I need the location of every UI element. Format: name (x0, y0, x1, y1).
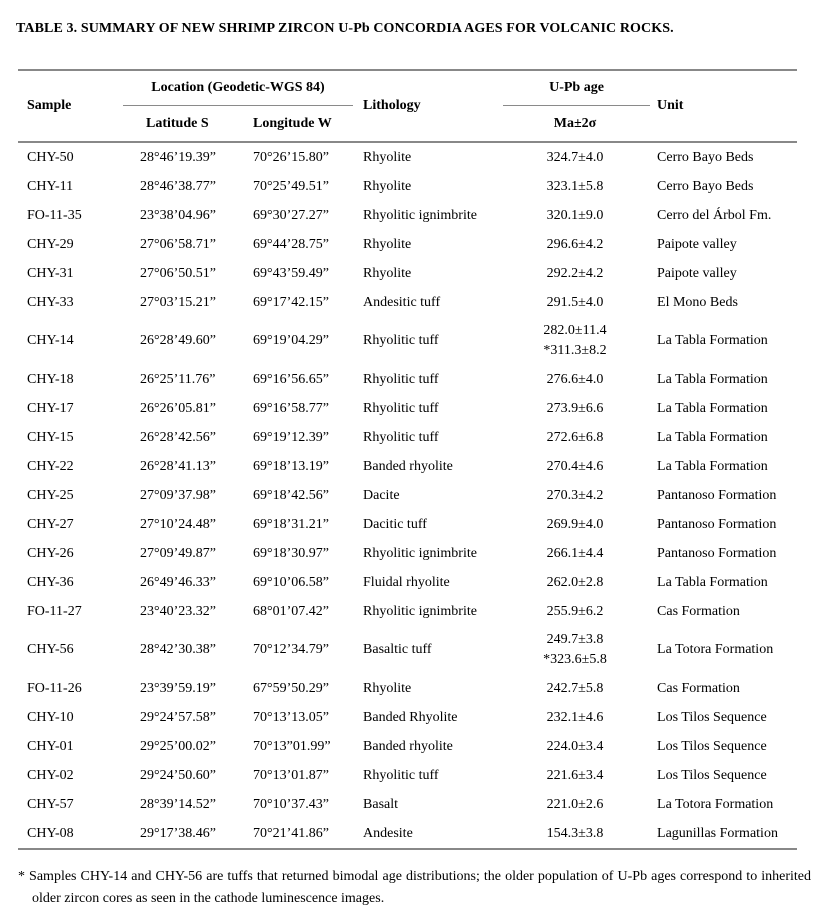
age-value: 232.1±4.6 (546, 709, 604, 725)
longitude-cell: 69°18’42.56” (253, 487, 329, 503)
table-row (18, 703, 797, 732)
table-row (18, 568, 797, 597)
table-row (18, 626, 797, 674)
age-value: *323.6±5.8 (543, 652, 607, 667)
age-value: 242.7±5.8 (546, 680, 604, 696)
lithology-cell: Dacite (363, 487, 400, 503)
age-cell (500, 230, 650, 259)
table-header (18, 70, 797, 142)
lithology-cell: Banded Rhyolite (363, 709, 458, 725)
table-row (18, 201, 797, 230)
location-group-label: Location (Geodetic-WGS 84) (151, 80, 325, 95)
col-header-sample: Sample (18, 70, 140, 142)
lithology-cell: Rhyolite (363, 178, 412, 194)
upb-age-group-spanner (503, 71, 650, 106)
age-cell (500, 510, 650, 539)
longitude-cell: 70°21’41.86” (253, 825, 329, 841)
age-value: 320.1±9.0 (546, 207, 604, 223)
col-header-ma-2sigma: Ma±2σ (500, 106, 650, 142)
lithology-cell: Banded rhyolite (363, 738, 453, 754)
latitude-cell: 27°06’58.71” (140, 236, 216, 252)
age-value: 273.9±6.6 (546, 400, 604, 416)
unit-cell: Paipote valley (657, 236, 737, 252)
lithology-cell: Rhyolite (363, 236, 412, 252)
lithology-cell: Rhyolite (363, 265, 412, 281)
unit-cell: Cerro Bayo Beds (657, 149, 754, 165)
lithology-cell: Rhyolitic tuff (363, 371, 439, 387)
sample-cell: FO-11-27 (27, 603, 82, 619)
longitude-cell: 67°59’50.29” (253, 680, 329, 696)
sample-cell: CHY-08 (27, 825, 74, 841)
table-row (18, 481, 797, 510)
latitude-cell: 26°28’41.13” (140, 458, 216, 474)
latitude-cell: 29°17’38.46” (140, 825, 216, 841)
latitude-cell: 29°24’50.60” (140, 767, 216, 783)
location-group-spanner (123, 71, 353, 106)
lithology-cell: Dacitic tuff (363, 516, 427, 532)
age-value: 291.5±4.0 (546, 294, 604, 310)
lithology-cell: Rhyolitic ignimbrite (363, 603, 477, 619)
lithology-cell: Rhyolitic tuff (363, 429, 439, 445)
age-cell (500, 674, 650, 703)
longitude-cell: 69°43’59.49” (253, 265, 329, 281)
unit-cell: La Tabla Formation (657, 429, 768, 445)
sample-cell: CHY-10 (27, 709, 74, 725)
lithology-cell: Rhyolite (363, 680, 412, 696)
unit-cell: La Totora Formation (657, 642, 774, 657)
unit-cell: Los Tilos Sequence (657, 709, 767, 725)
longitude-cell: 70°10’37.43” (253, 796, 329, 812)
unit-cell: La Tabla Formation (657, 574, 768, 590)
age-value: 262.0±2.8 (546, 574, 604, 590)
latitude-cell: 27°09’37.98” (140, 487, 216, 503)
lithology-cell: Rhyolitic tuff (363, 333, 439, 348)
age-value: 276.6±4.0 (546, 371, 604, 387)
age-value: 266.1±4.4 (546, 545, 604, 561)
latitude-cell: 27°03’15.21” (140, 294, 216, 310)
age-cell (500, 481, 650, 510)
age-cell (500, 790, 650, 819)
age-value: 296.6±4.2 (546, 236, 604, 252)
unit-cell: Pantanoso Formation (657, 516, 777, 532)
table-row (18, 674, 797, 703)
sample-cell: CHY-31 (27, 265, 74, 281)
lithology-cell: Rhyolitic tuff (363, 767, 439, 783)
unit-cell: Pantanoso Formation (657, 545, 777, 561)
age-cell (500, 626, 650, 674)
latitude-cell: 26°28’42.56” (140, 429, 216, 445)
age-cell (500, 172, 650, 201)
longitude-cell: 69°19’12.39” (253, 429, 329, 445)
age-value: 255.9±6.2 (546, 603, 604, 619)
table-row (18, 761, 797, 790)
unit-cell: Cerro del Árbol Fm. (657, 207, 772, 223)
longitude-cell: 69°19’04.29” (253, 333, 329, 348)
sample-cell: CHY-33 (27, 294, 74, 310)
col-header-longitude: Longitude W (253, 106, 362, 142)
age-cell (500, 365, 650, 394)
age-value: 224.0±3.4 (546, 738, 604, 754)
col-header-lithology: Lithology (362, 70, 500, 142)
table-row (18, 230, 797, 259)
longitude-cell: 69°16’56.65” (253, 371, 329, 387)
latitude-cell: 28°46’19.39” (140, 149, 216, 165)
col-header-unit: Unit (650, 70, 797, 142)
sample-cell: CHY-02 (27, 767, 74, 783)
age-value: 270.4±4.6 (546, 458, 604, 474)
age-value: 154.3±3.8 (546, 825, 604, 841)
table-row (18, 142, 797, 172)
col-header-upb-age-group (500, 70, 650, 106)
table-row (18, 288, 797, 317)
sample-cell: FO-11-35 (27, 207, 82, 223)
table-row (18, 452, 797, 481)
longitude-cell: 70°13’01.87” (253, 767, 329, 783)
table-row (18, 423, 797, 452)
unit-cell: Paipote valley (657, 265, 737, 281)
unit-cell: Cerro Bayo Beds (657, 178, 754, 194)
table-row (18, 510, 797, 539)
longitude-cell: 69°18’31.21” (253, 516, 329, 532)
latitude-cell: 23°40’23.32” (140, 603, 216, 619)
table-row (18, 259, 797, 288)
unit-cell: La Tabla Formation (657, 333, 768, 348)
latitude-cell: 27°09’49.87” (140, 545, 216, 561)
sample-cell: CHY-22 (27, 458, 74, 474)
lithology-cell: Andesite (363, 825, 413, 841)
age-cell (500, 597, 650, 626)
latitude-cell: 28°42’30.38” (140, 642, 216, 657)
latitude-cell: 26°49’46.33” (140, 574, 216, 590)
sample-cell: CHY-14 (27, 333, 74, 348)
upb-age-group-label: U-Pb age (549, 80, 604, 95)
age-value: 282.0±11.4 (543, 323, 607, 338)
table-row (18, 597, 797, 626)
longitude-cell: 69°30’27.27” (253, 207, 329, 223)
table-row (18, 539, 797, 568)
longitude-cell: 69°17’42.15” (253, 294, 329, 310)
latitude-cell: 29°24’57.58” (140, 709, 216, 725)
longitude-cell: 70°25’49.51” (253, 178, 329, 194)
sample-cell: CHY-18 (27, 371, 74, 387)
lithology-cell: Basaltic tuff (363, 642, 432, 657)
latitude-cell: 23°38’04.96” (140, 207, 216, 223)
longitude-cell: 70°12’34.79” (253, 642, 329, 657)
age-value: 324.7±4.0 (546, 149, 604, 165)
sample-cell: CHY-25 (27, 487, 74, 503)
unit-cell: La Tabla Formation (657, 400, 768, 416)
table-row (18, 365, 797, 394)
lithology-cell: Fluidal rhyolite (363, 574, 450, 590)
table-row (18, 394, 797, 423)
sample-cell: CHY-01 (27, 738, 74, 754)
age-cell (500, 259, 650, 288)
age-cell (500, 201, 650, 230)
table-row (18, 732, 797, 761)
sample-cell: CHY-27 (27, 516, 74, 532)
table-row (18, 790, 797, 819)
age-cell (500, 423, 650, 452)
age-value: 270.3±4.2 (546, 487, 604, 503)
latitude-cell: 28°46’38.77” (140, 178, 216, 194)
age-cell (500, 452, 650, 481)
table-footnote: * Samples CHY-14 and CHY-56 are tuffs that returned bimodal age distributions; the older population of U-Pb ages correspond to inherited older zircon cores as seen in the cathode luminescence images. (18, 869, 811, 906)
age-cell (500, 703, 650, 732)
latitude-cell: 26°26’05.81” (140, 400, 216, 416)
latitude-cell: 26°25’11.76” (140, 371, 216, 387)
longitude-cell: 70°13’13.05” (253, 709, 329, 725)
latitude-cell: 27°10’24.48” (140, 516, 216, 532)
latitude-cell: 28°39’14.52” (140, 796, 216, 812)
lithology-cell: Rhyolitic ignimbrite (363, 545, 477, 561)
longitude-cell: 69°18’30.97” (253, 545, 329, 561)
concordia-ages-table (18, 69, 797, 850)
age-cell (500, 142, 650, 172)
lithology-cell: Rhyolitic ignimbrite (363, 207, 477, 223)
sample-cell: CHY-11 (27, 178, 74, 194)
age-cell (500, 761, 650, 790)
lithology-cell: Basalt (363, 796, 399, 812)
age-cell (500, 819, 650, 849)
sample-cell: CHY-26 (27, 545, 74, 561)
latitude-cell: 23°39’59.19” (140, 680, 216, 696)
sample-cell: CHY-29 (27, 236, 74, 252)
longitude-cell: 69°10’06.58” (253, 574, 329, 590)
longitude-cell: 68°01’07.42” (253, 603, 329, 619)
latitude-cell: 26°28’49.60” (140, 333, 216, 348)
col-header-latitude: Latitude S (140, 106, 253, 142)
table-body (18, 142, 797, 849)
unit-cell: La Totora Formation (657, 796, 774, 812)
table-row (18, 819, 797, 849)
age-value: *311.3±8.2 (543, 343, 607, 358)
latitude-cell: 29°25’00.02” (140, 738, 216, 754)
header-row-groups (18, 70, 797, 106)
unit-cell: La Tabla Formation (657, 458, 768, 474)
age-value: 323.1±5.8 (546, 178, 604, 194)
table-title: TABLE 3. SUMMARY OF NEW SHRIMP ZIRCON U-Pb CONCORDIA AGES FOR VOLCANIC ROCKS. (16, 21, 674, 36)
unit-cell: Los Tilos Sequence (657, 767, 767, 783)
age-value: 269.9±4.0 (546, 516, 604, 532)
age-value: 272.6±6.8 (546, 429, 604, 445)
sample-cell: CHY-50 (27, 149, 74, 165)
col-header-location-group (140, 70, 362, 106)
lithology-cell: Banded rhyolite (363, 458, 453, 474)
age-value: 249.7±3.8 (546, 632, 604, 647)
unit-cell: La Tabla Formation (657, 371, 768, 387)
age-value: 221.6±3.4 (546, 767, 604, 783)
age-value: 292.2±4.2 (546, 265, 604, 281)
longitude-cell: 69°18’13.19” (253, 458, 329, 474)
unit-cell: El Mono Beds (657, 294, 738, 310)
unit-cell: Los Tilos Sequence (657, 738, 767, 754)
table-row (18, 317, 797, 365)
unit-cell: Pantanoso Formation (657, 487, 777, 503)
longitude-cell: 69°44’28.75” (253, 236, 329, 252)
age-cell (500, 317, 650, 365)
age-cell (500, 732, 650, 761)
sample-cell: CHY-56 (27, 642, 74, 657)
latitude-cell: 27°06’50.51” (140, 265, 216, 281)
age-cell (500, 539, 650, 568)
age-cell (500, 394, 650, 423)
lithology-cell: Andesitic tuff (363, 294, 441, 310)
lithology-cell: Rhyolitic tuff (363, 400, 439, 416)
age-cell (500, 568, 650, 597)
age-cell (500, 288, 650, 317)
table-row (18, 172, 797, 201)
longitude-cell: 69°16’58.77” (253, 400, 329, 416)
longitude-cell: 70°13”01.99” (253, 738, 331, 754)
sample-cell: CHY-36 (27, 574, 74, 590)
lithology-cell: Rhyolite (363, 149, 412, 165)
longitude-cell: 70°26’15.80” (253, 149, 329, 165)
sample-cell: CHY-15 (27, 429, 74, 445)
unit-cell: Cas Formation (657, 603, 740, 619)
sample-cell: CHY-17 (27, 400, 74, 416)
unit-cell: Lagunillas Formation (657, 825, 778, 841)
unit-cell: Cas Formation (657, 680, 740, 696)
age-value: 221.0±2.6 (546, 796, 604, 812)
sample-cell: CHY-57 (27, 796, 74, 812)
sample-cell: FO-11-26 (27, 680, 82, 696)
